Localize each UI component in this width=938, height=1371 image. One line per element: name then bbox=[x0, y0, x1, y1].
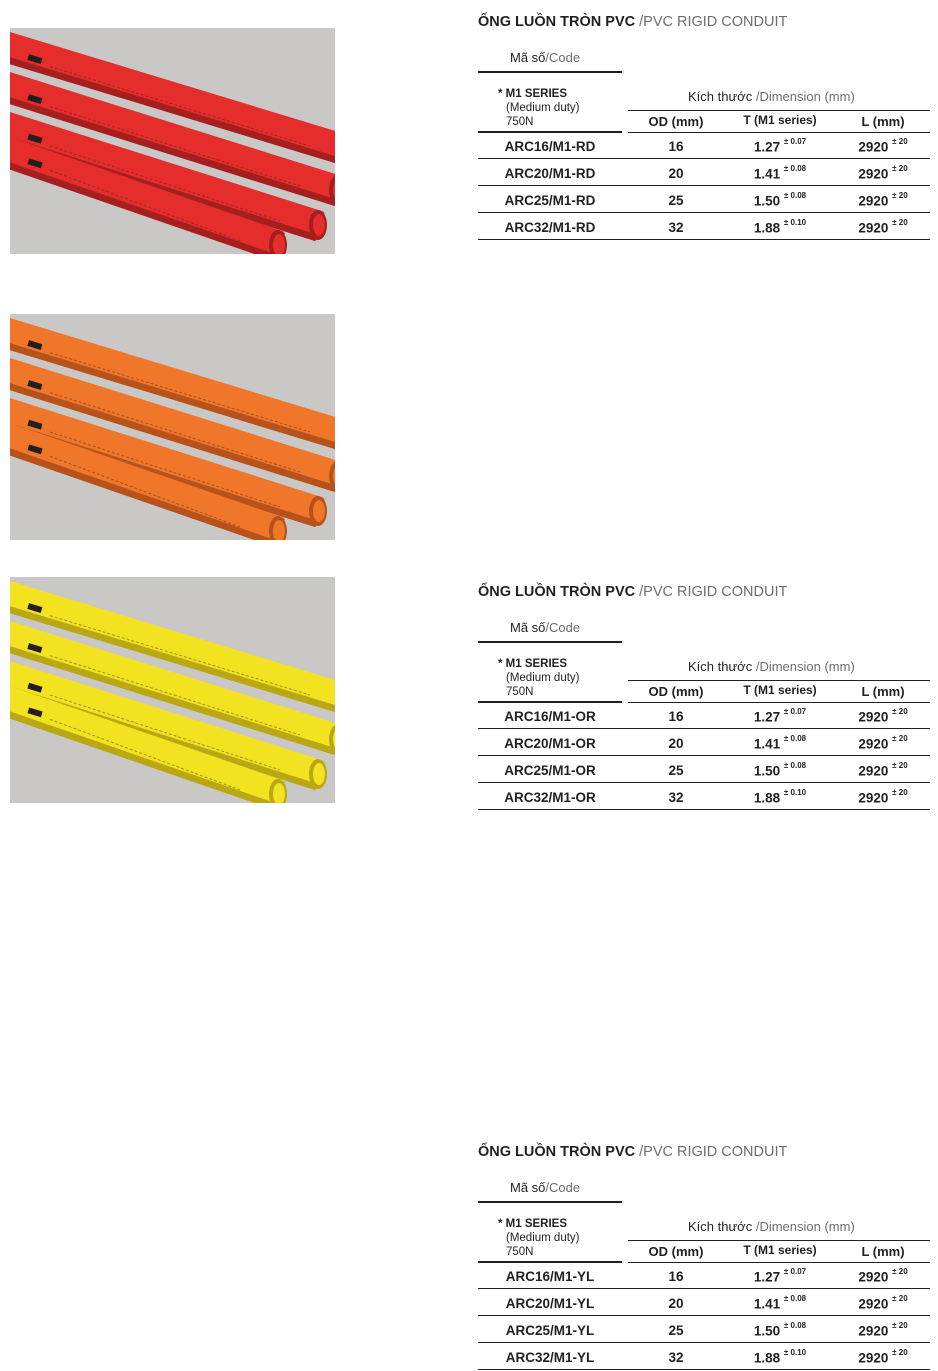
pipe-photo bbox=[10, 314, 335, 540]
thickness-value bbox=[730, 139, 830, 155]
thickness-number: 1.27 bbox=[753, 709, 781, 725]
thickness-tolerance: ± 0.08 bbox=[783, 164, 807, 173]
thickness-tolerance: ± 0.07 bbox=[783, 707, 807, 716]
series-info bbox=[498, 87, 580, 129]
length-tolerance: ± 20 bbox=[892, 1294, 908, 1303]
table-row bbox=[478, 1344, 930, 1371]
thickness-number: 1.88 bbox=[753, 1350, 781, 1366]
product-section-orange bbox=[0, 285, 938, 806]
product-code: ARC20/M1-OR bbox=[504, 736, 596, 751]
series-duty: (Medium duty) bbox=[506, 672, 580, 684]
product-code: ARC25/M1-YL bbox=[505, 1323, 595, 1338]
length-value bbox=[836, 1296, 930, 1312]
length-number: 2920 bbox=[858, 1323, 889, 1339]
thickness-tolerance: ± 0.10 bbox=[783, 1348, 807, 1357]
table-row bbox=[478, 1317, 930, 1344]
series-info bbox=[498, 1217, 580, 1259]
title-en: /PVC RIGID CONDUIT bbox=[639, 584, 788, 600]
series-name: * M1 SERIES bbox=[498, 88, 568, 100]
dimension-label-vn: Kích thước bbox=[688, 89, 753, 104]
series-force: 750N bbox=[506, 116, 534, 128]
thickness-value bbox=[730, 166, 830, 182]
thickness-tolerance: ± 0.10 bbox=[783, 218, 807, 227]
length-value bbox=[836, 1350, 930, 1366]
section-title bbox=[478, 1144, 787, 1160]
length-number: 2920 bbox=[858, 139, 889, 155]
code-header bbox=[510, 50, 580, 65]
thickness-tolerance: ± 0.08 bbox=[783, 191, 807, 200]
code-label-en: /Code bbox=[545, 1180, 581, 1195]
title-vn: ỐNG LUỒN TRÒN PVC bbox=[478, 14, 636, 30]
od-value: 32 bbox=[668, 1350, 684, 1365]
series-name: * M1 SERIES bbox=[498, 1218, 568, 1230]
length-tolerance: ± 20 bbox=[892, 761, 908, 770]
length-number: 2920 bbox=[858, 1296, 889, 1312]
product-code: ARC16/M1-OR bbox=[504, 709, 596, 724]
length-value bbox=[836, 139, 930, 155]
product-code: ARC25/M1-OR bbox=[504, 763, 596, 778]
table-row bbox=[478, 214, 930, 241]
col-l-header: L (mm) bbox=[861, 684, 905, 699]
thickness-value bbox=[730, 1269, 830, 1285]
col-l-header: L (mm) bbox=[861, 1244, 905, 1259]
code-label-en: /Code bbox=[545, 50, 581, 65]
thickness-value bbox=[730, 220, 830, 236]
thickness-number: 1.50 bbox=[753, 193, 781, 209]
length-tolerance: ± 20 bbox=[892, 1321, 908, 1330]
series-duty: (Medium duty) bbox=[506, 102, 580, 114]
product-code: ARC32/M1-YL bbox=[505, 1350, 595, 1365]
code-label-en: /Code bbox=[545, 620, 581, 635]
section-title bbox=[478, 14, 787, 30]
dimension-label-en: /Dimension (mm) bbox=[755, 659, 855, 674]
od-value: 32 bbox=[668, 790, 684, 805]
dimension-label-vn: Kích thước bbox=[688, 659, 753, 674]
od-value: 20 bbox=[668, 1296, 684, 1311]
thickness-number: 1.88 bbox=[753, 790, 781, 806]
length-value bbox=[836, 166, 930, 182]
dimension-label-en: /Dimension (mm) bbox=[755, 1219, 855, 1234]
dimension-rule bbox=[628, 110, 930, 111]
length-value bbox=[836, 193, 930, 209]
title-en: /PVC RIGID CONDUIT bbox=[639, 1144, 788, 1160]
code-header bbox=[510, 1180, 580, 1195]
col-t-header: T (M1 series) bbox=[743, 683, 817, 697]
length-number: 2920 bbox=[858, 1350, 889, 1366]
product-code: ARC25/M1-RD bbox=[504, 193, 596, 208]
dimension-label-en: /Dimension (mm) bbox=[755, 89, 855, 104]
od-value: 16 bbox=[668, 709, 684, 724]
length-tolerance: ± 20 bbox=[892, 734, 908, 743]
thickness-tolerance: ± 0.08 bbox=[783, 761, 807, 770]
thickness-number: 1.50 bbox=[753, 1323, 781, 1339]
length-tolerance: ± 20 bbox=[892, 137, 908, 146]
thickness-tolerance: ± 0.08 bbox=[783, 734, 807, 743]
pipe-photo bbox=[10, 577, 335, 803]
table-row bbox=[478, 1290, 930, 1317]
product-code: ARC20/M1-RD bbox=[504, 166, 596, 181]
thickness-value bbox=[730, 193, 830, 209]
pipe-illustration bbox=[10, 577, 335, 803]
od-value: 16 bbox=[668, 139, 684, 154]
product-code: ARC32/M1-OR bbox=[504, 790, 596, 805]
thickness-number: 1.50 bbox=[753, 763, 781, 779]
header-rule bbox=[478, 71, 622, 73]
series-force: 750N bbox=[506, 686, 534, 698]
thickness-value bbox=[730, 1350, 830, 1366]
code-label-vn: Mã số bbox=[510, 1180, 546, 1195]
product-section-red bbox=[0, 0, 938, 270]
length-value bbox=[836, 1269, 930, 1285]
table-row bbox=[478, 1263, 930, 1290]
length-tolerance: ± 20 bbox=[892, 191, 908, 200]
pipe-bore bbox=[313, 763, 325, 785]
length-tolerance: ± 20 bbox=[892, 218, 908, 227]
dimension-header bbox=[688, 89, 855, 104]
od-value: 20 bbox=[668, 166, 684, 181]
col-od-header: OD (mm) bbox=[648, 114, 704, 129]
length-number: 2920 bbox=[858, 1269, 889, 1285]
length-number: 2920 bbox=[858, 709, 889, 725]
title-vn: ỐNG LUỒN TRÒN PVC bbox=[478, 1144, 636, 1160]
length-number: 2920 bbox=[858, 763, 889, 779]
length-value bbox=[836, 1323, 930, 1339]
thickness-number: 1.27 bbox=[753, 139, 781, 155]
product-section-yellow bbox=[0, 565, 938, 1366]
od-value: 32 bbox=[668, 220, 684, 235]
length-value bbox=[836, 220, 930, 236]
thickness-tolerance: ± 0.07 bbox=[783, 137, 807, 146]
header-rule bbox=[478, 1201, 622, 1203]
title-vn: ỐNG LUỒN TRÒN PVC bbox=[478, 584, 636, 600]
col-l-header: L (mm) bbox=[861, 114, 905, 129]
length-tolerance: ± 20 bbox=[892, 707, 908, 716]
product-code: ARC32/M1-RD bbox=[504, 220, 596, 235]
thickness-number: 1.88 bbox=[753, 220, 781, 236]
product-code: ARC20/M1-YL bbox=[505, 1296, 595, 1311]
code-label-vn: Mã số bbox=[510, 50, 546, 65]
od-value: 20 bbox=[668, 736, 684, 751]
thickness-value bbox=[730, 1296, 830, 1312]
dimension-label-vn: Kích thước bbox=[688, 1219, 753, 1234]
od-value: 25 bbox=[668, 763, 684, 778]
code-label-vn: Mã số bbox=[510, 620, 546, 635]
thickness-number: 1.27 bbox=[753, 1269, 781, 1285]
pipe-photo bbox=[10, 28, 335, 254]
length-number: 2920 bbox=[858, 193, 889, 209]
length-tolerance: ± 20 bbox=[892, 1267, 908, 1276]
length-number: 2920 bbox=[858, 166, 889, 182]
dimension-header bbox=[688, 1219, 855, 1234]
od-value: 25 bbox=[668, 193, 684, 208]
table-row bbox=[478, 187, 930, 214]
length-tolerance: ± 20 bbox=[892, 164, 908, 173]
col-t-header: T (M1 series) bbox=[743, 1243, 817, 1257]
pipe-bore bbox=[313, 214, 325, 236]
product-code: ARC16/M1-RD bbox=[504, 139, 596, 154]
pipe-bore bbox=[313, 500, 325, 522]
col-od-header: OD (mm) bbox=[648, 684, 704, 699]
thickness-value bbox=[730, 1323, 830, 1339]
od-value: 25 bbox=[668, 1323, 684, 1338]
col-od-header: OD (mm) bbox=[648, 1244, 704, 1259]
thickness-number: 1.41 bbox=[753, 166, 781, 182]
series-duty: (Medium duty) bbox=[506, 1232, 580, 1244]
length-number: 2920 bbox=[858, 220, 889, 236]
thickness-tolerance: ± 0.10 bbox=[783, 788, 807, 797]
thickness-tolerance: ± 0.07 bbox=[783, 1267, 807, 1276]
series-force: 750N bbox=[506, 1246, 534, 1258]
length-tolerance: ± 20 bbox=[892, 1348, 908, 1357]
pipe-illustration bbox=[10, 28, 335, 254]
thickness-tolerance: ± 0.08 bbox=[783, 1294, 807, 1303]
product-code: ARC16/M1-YL bbox=[505, 1269, 595, 1284]
series-name: * M1 SERIES bbox=[498, 658, 568, 670]
length-tolerance: ± 20 bbox=[892, 788, 908, 797]
table-row bbox=[478, 160, 930, 187]
pipe-illustration bbox=[10, 314, 335, 540]
length-number: 2920 bbox=[858, 736, 889, 752]
thickness-number: 1.41 bbox=[753, 1296, 781, 1312]
od-value: 16 bbox=[668, 1269, 684, 1284]
thickness-tolerance: ± 0.08 bbox=[783, 1321, 807, 1330]
col-t-header: T (M1 series) bbox=[743, 113, 817, 127]
table-row bbox=[478, 133, 930, 160]
dimension-rule bbox=[628, 1240, 930, 1241]
thickness-number: 1.41 bbox=[753, 736, 781, 752]
title-en: /PVC RIGID CONDUIT bbox=[639, 14, 788, 30]
length-number: 2920 bbox=[858, 790, 889, 806]
